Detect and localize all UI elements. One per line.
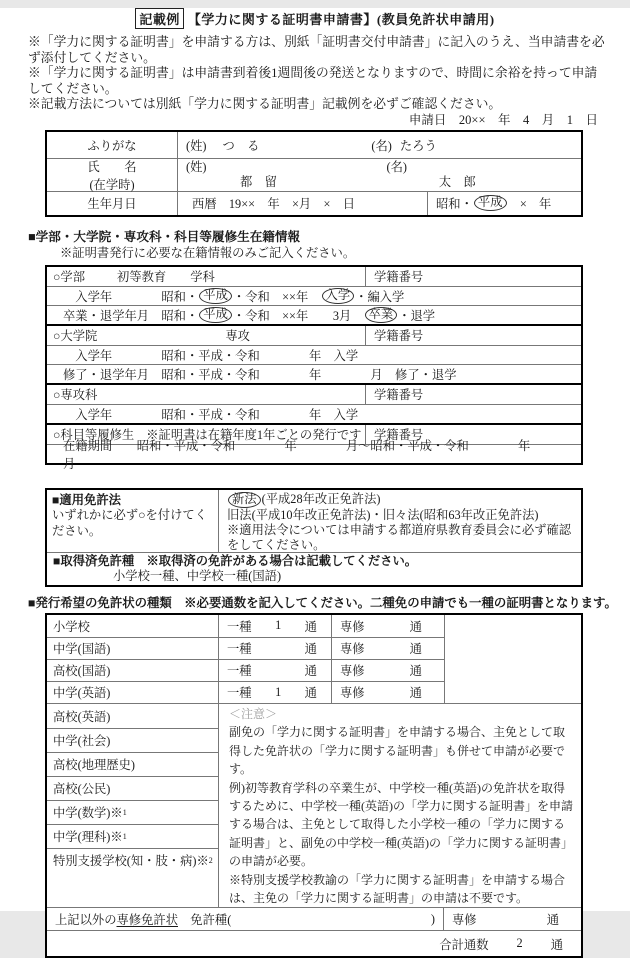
application-date: 申請日 20×× 年 4 月 1 日 bbox=[408, 112, 598, 127]
enrollment-table bbox=[45, 265, 583, 471]
student-number-label: 学籍番号 bbox=[374, 388, 424, 403]
license-row-jhs-english: 中学(英語) 一種 1 通 専修 通 bbox=[47, 681, 444, 703]
name-sei-label: (姓) bbox=[186, 159, 207, 174]
acquired-license-heading: ■取得済免許種 ※取得済の免許がある場合は記載してください。 bbox=[53, 553, 418, 568]
furigana-label: ふりがな bbox=[47, 132, 178, 158]
law-confirmation-note: ※適用法令については申請する都道府県教育委員会に必ず確認をしてください。 bbox=[227, 522, 572, 552]
license-row-jhs-japanese: 中学(国語) 一種 通 専修 通 bbox=[47, 637, 444, 659]
auditor-note: ※証明書は在籍年度1年ごとの発行です bbox=[146, 428, 362, 443]
intro-note-1: ※「学力に関する証明書」を申請する方は、別紙「証明書交付申請書」に記入のうえ、当申請書を必ず添付してください。 bbox=[28, 35, 605, 65]
license-row-hs-civics: 高校(公民) bbox=[47, 776, 218, 800]
graduate-admission-row: 入学年 昭和・平成・令和 年 入学 bbox=[47, 345, 581, 364]
furigana-value-cell bbox=[178, 132, 581, 158]
department-value: 初等教育 bbox=[117, 270, 167, 285]
isshu-count: 1 bbox=[275, 618, 282, 633]
empty-column bbox=[444, 615, 581, 703]
birthdate-label: 生年月日 bbox=[47, 192, 178, 215]
caution-para-1: 副免の「学力に関する証明書」を申請する場合、主免として取得した免許状の「学力に関する証明書」も併せて申請が必要です。 bbox=[229, 725, 566, 777]
enrollment-section-heading: ■学部・大学院・専攻科・科目等履修生在籍情報 bbox=[28, 229, 301, 244]
circled-heisei: 平成 bbox=[199, 307, 232, 323]
name-label: 氏 名 (在学時) bbox=[47, 159, 178, 191]
student-number-label: 学籍番号 bbox=[374, 270, 424, 285]
furigana-sei-label: (姓) bbox=[186, 138, 207, 153]
desired-license-table bbox=[45, 613, 583, 958]
caution-note bbox=[219, 704, 581, 907]
applicable-law-label: ■適用免許法 いずれかに必ず○を付けてください。 bbox=[47, 490, 219, 552]
undergraduate-graduation-row: 卒業・退学年月 昭和・ 平成 ・令和 ××年 3月 卒業 ・退学 bbox=[47, 305, 581, 324]
advanced-course-header-row: ○専攻科 学籍番号 bbox=[47, 385, 581, 404]
name-mei-label: (名) bbox=[386, 159, 407, 174]
license-row-hs-english: 高校(英語) bbox=[53, 709, 111, 724]
example-badge: 記載例 bbox=[135, 8, 184, 29]
birthdate-row bbox=[47, 191, 581, 215]
certificate-application-form-page bbox=[0, 8, 630, 952]
license-row-hs-japanese: 高校(国語) 一種 通 専修 通 bbox=[47, 659, 444, 681]
law-table bbox=[45, 488, 583, 587]
license-row-hs-geography-history: 高校(地理歴史) bbox=[47, 752, 218, 776]
license-row-jhs-social: 中学(社会) bbox=[47, 728, 218, 752]
applicant-table bbox=[45, 130, 583, 217]
graduate-completion-row: 修了・退学年月 昭和・平成・令和 年 月 修了・退学 bbox=[47, 364, 581, 383]
isshu-count: 1 bbox=[275, 684, 282, 699]
desired-license-heading: ■発行希望の免許状の種類 ※必要通数を記入してください。二種免の申請でも一種の証明書となります。 bbox=[28, 595, 617, 610]
license-row-elementary: 小学校 一種 1 通 専修 通 bbox=[47, 615, 444, 637]
furigana-mei-label: (名) bbox=[371, 138, 392, 153]
student-number-label: 学籍番号 bbox=[374, 428, 424, 443]
intro-note-3: ※記載方法については別紙「学力に関する証明書」記載例を必ずご確認ください。 bbox=[28, 97, 502, 112]
title-text: 【学力に関する証明書申請書】(教員免許状申請用) bbox=[187, 12, 495, 27]
birthdate-western: 西暦 19×× 年 ×月 × 日 bbox=[178, 192, 428, 215]
advanced-course-admission-row: 入学年 昭和・平成・令和 年 入学 bbox=[47, 404, 581, 423]
license-row-special-support: 特別支援学校(知・肢・病)※ 2 bbox=[47, 848, 218, 872]
advanced-course-group bbox=[47, 383, 581, 423]
undergraduate-group bbox=[47, 267, 581, 324]
intro-note-2: ※「学力に関する証明書」は申請書到着後1週間後の発送となりますので、時間に余裕を持って申請してください。 bbox=[28, 66, 598, 96]
birthdate-era: 昭和・ 平成 × 年 bbox=[436, 195, 552, 212]
name-sei-value: 都 留 bbox=[240, 174, 277, 189]
other-senshu-license-row: 上記以外の 専修免許状 免許種( ) 専修 通 bbox=[47, 907, 581, 930]
total-count-value: 2 bbox=[516, 936, 523, 951]
intro-notes bbox=[28, 35, 606, 113]
graduate-header-row: ○大学院 専攻 学籍番号 bbox=[47, 326, 581, 345]
credited-auditor-group bbox=[47, 423, 581, 471]
name-mei-value: 太 郎 bbox=[438, 174, 476, 189]
name-row bbox=[47, 158, 581, 191]
circled-shinpo: 新法 bbox=[228, 492, 261, 508]
page-title bbox=[0, 8, 630, 29]
license-row-jhs-math: 中学(数学)※ 1 bbox=[47, 800, 218, 824]
circled-sotsugyo: 卒業 bbox=[365, 307, 398, 323]
caution-para-2: 例)初等教育学科の卒業生が、中学校一種(英語)の免許状を取得するために、中学校一種(英語)の「学力に関する証明書」を申請する場合は、主免として取得した小学校一種の「学力に関する証明書」と、副免の中学校一種(英語)の「学力に関する証明書」の申請が必要。 bbox=[229, 780, 573, 869]
name-value-cell bbox=[178, 160, 581, 190]
enrollment-section-subnote: ※証明書発行に必要な在籍情報のみご記入ください。 bbox=[60, 245, 356, 260]
undergraduate-header-row: ○学部 初等教育 学科 学籍番号 bbox=[47, 267, 581, 286]
credited-auditor-period-row: 在籍期間 昭和・平成・令和 年 月～昭和・平成・令和 年 月 bbox=[47, 444, 581, 463]
credited-auditor-header-row: ○科目等履修生 ※証明書は在籍年度1年ごとの発行です 学籍番号 bbox=[47, 425, 581, 444]
circled-heisei: 平成 bbox=[474, 195, 507, 211]
caution-title: ＜注意＞ bbox=[229, 706, 278, 721]
furigana-row bbox=[47, 132, 581, 158]
circled-heisei: 平成 bbox=[199, 288, 232, 304]
old-law-option: 旧法(平成10年改正免許法)・旧々法(昭和63年改正免許法) bbox=[227, 507, 539, 522]
applicable-law-row bbox=[47, 490, 581, 552]
graduate-school-group bbox=[47, 324, 581, 383]
circled-nyugaku: 入学 bbox=[322, 288, 355, 304]
furigana-mei-value: たろう bbox=[399, 138, 437, 153]
furigana-sei-value: つ る bbox=[222, 138, 260, 153]
student-number-label: 学籍番号 bbox=[374, 329, 424, 344]
license-row-jhs-science: 中学(理科)※ 1 bbox=[47, 824, 218, 848]
caution-para-3: ※特別支援学校教諭の「学力に関する証明書」を申請する場合は、主免の「学力に関する証明書」の申請は不要です。 bbox=[229, 872, 566, 906]
undergraduate-admission-row: 入学年 昭和・ 平成 ・令和 ××年 入学 ・編入学 bbox=[47, 286, 581, 305]
applicable-law-options: 新法 (平成28年改正免許法) 旧法(平成10年改正免許法)・旧々法(昭和63年改正免許法) ※適用法令については申請する都道府県教育委員会に必ず確認をしてください。 bbox=[227, 491, 572, 552]
total-count-row: 合計通数 2 通 bbox=[47, 930, 581, 956]
acquired-license-value: 小学校一種、中学校一種(国語) bbox=[113, 568, 282, 583]
acquired-license-row bbox=[47, 552, 581, 585]
senshu-license-underlined: 専修免許状 bbox=[116, 913, 178, 928]
